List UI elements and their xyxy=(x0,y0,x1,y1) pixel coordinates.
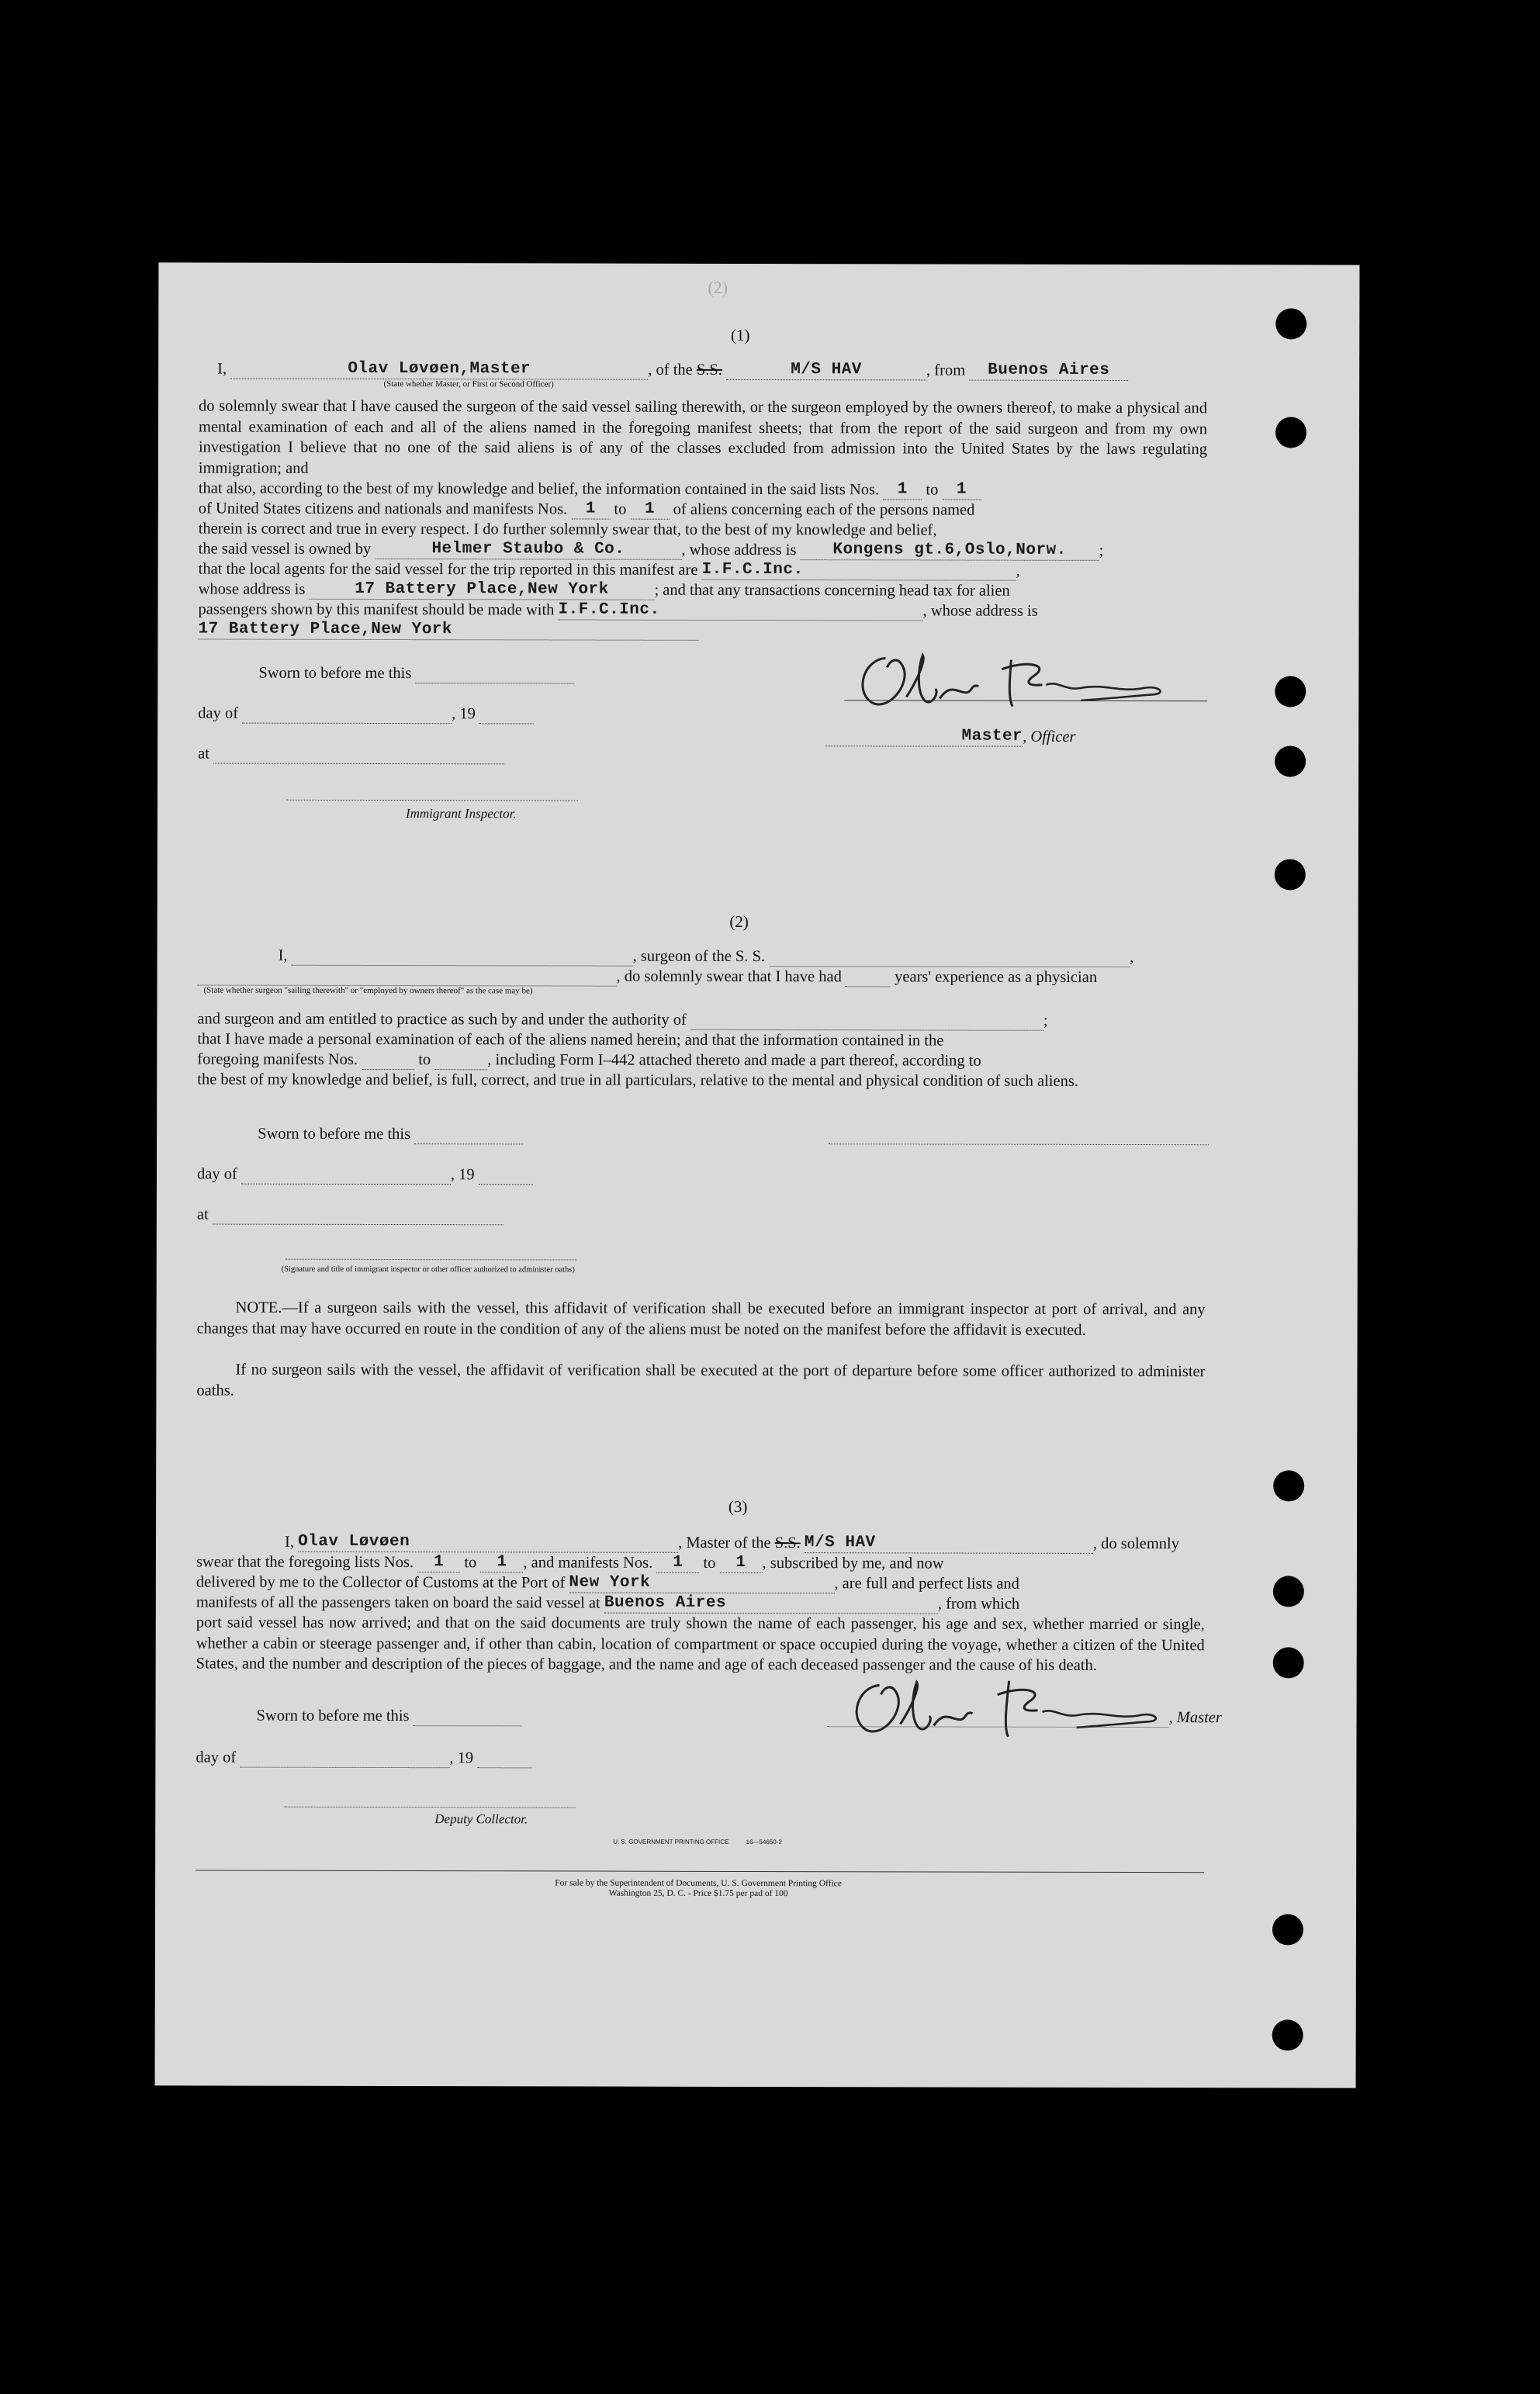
s1-line-lists xyxy=(199,478,981,500)
section-2-heading: (2) xyxy=(729,912,749,931)
s3-swear-c: , subscribed by me, and now xyxy=(762,1555,944,1572)
s2-surgeon-of: , surgeon of the S. S. xyxy=(632,947,766,966)
s2-dayof-text: day of xyxy=(196,1165,237,1183)
manifest-page xyxy=(155,262,1360,2088)
s2-status-note: (State whether surgeon "sailing therewith" or "employed by owners thereof" as the case may be) xyxy=(203,985,533,996)
s3-lists-to: 1 xyxy=(480,1553,523,1572)
s1-whose-text: whose address is xyxy=(198,580,306,598)
s1-manifest-text-b: of aliens concerning each of the persons named xyxy=(673,500,975,519)
s2-dayof-blank xyxy=(241,1165,451,1185)
s1-dayof xyxy=(198,703,534,724)
s3-manifest-from: 1 xyxy=(656,1554,699,1573)
headtax-address-field: 17 Battery Place,New York xyxy=(198,620,698,640)
s1-sworn-text: Sworn to before me this xyxy=(258,664,412,683)
s1-officer-line xyxy=(825,726,1075,747)
s2-i: I, xyxy=(278,946,288,964)
binder-hole xyxy=(1273,1576,1304,1607)
s3-port-from-field: Buenos Aires xyxy=(604,1594,938,1614)
s2-sworn-blank xyxy=(414,1125,523,1144)
page-number: (2) xyxy=(708,277,728,297)
agent-address-field: 17 Battery Place,New York xyxy=(309,580,654,600)
s1-i: I, xyxy=(217,360,227,378)
s3-manifests-b: , from which xyxy=(937,1595,1020,1613)
s3-dayof-text: day of xyxy=(196,1749,237,1766)
s2-note-1: NOTE.—If a surgeon sails with the vessel, this affidavit of verification shall be executed before an immigrant inspector at port of arrival, and any changes that may have occurred en route in the condition of any of the aliens must be noted on the manifest before the affidavit is executed. xyxy=(196,1299,1206,1339)
s3-ss-struck: S.S. xyxy=(774,1534,801,1552)
binder-hole xyxy=(1275,308,1306,339)
s3-deputy-label: Deputy Collector. xyxy=(434,1811,528,1827)
s1-inspector-line xyxy=(286,800,578,801)
s3-collector-line xyxy=(284,1807,576,1808)
s1-dayof-blank xyxy=(242,704,452,725)
s2-inspector-line xyxy=(286,1259,577,1261)
s3-dayof xyxy=(196,1747,531,1768)
s3-delivered-b: , are full and perfect lists and xyxy=(834,1575,1019,1593)
s3-line-1 xyxy=(285,1532,1179,1554)
ss-struck: S.S. xyxy=(696,361,722,379)
binder-hole xyxy=(1275,417,1306,448)
s2-year-blank xyxy=(479,1165,533,1185)
s1-sworn xyxy=(258,663,574,684)
s2-years-blank xyxy=(846,967,891,987)
s1-pass-text: passengers shown by this manifest should be made with xyxy=(198,600,555,619)
s1-whose-text-b: ; and that any transactions concerning head tax for alien xyxy=(654,581,1010,600)
s2-sworn-text: Sworn to before me this xyxy=(258,1125,411,1143)
s2-authority-blank xyxy=(690,1011,1043,1031)
s1-officer-label: , Officer xyxy=(1023,728,1076,746)
s2-swear-b: years' experience as a physician xyxy=(895,968,1098,986)
s3-swear-b: , and manifests Nos. xyxy=(523,1554,653,1572)
port-from-field: Buenos Aires xyxy=(969,362,1128,381)
s1-manifest-from: 1 xyxy=(571,500,610,519)
s1-agents-text: that the local agents for the said vessel for the trip reported in this manifest are xyxy=(198,560,698,579)
s3-sworn-text: Sworn to before me this xyxy=(256,1707,410,1725)
s2-ship-blank xyxy=(769,947,1130,967)
s1-manifest-text: of United States citizens and nationals and manifests Nos. xyxy=(198,500,568,518)
s1-master-note: (State whether Master, or First or Second Officer) xyxy=(383,379,554,389)
s1-line-agent-address xyxy=(199,579,1010,600)
s2-at xyxy=(197,1204,504,1225)
owner-address-field: Kongens gt.6,Oslo,Norw. xyxy=(801,541,1099,561)
s1-to-1: to xyxy=(926,481,939,499)
s3-master-label: , Master xyxy=(1168,1709,1222,1727)
footer-sale: For sale by the Superintendent of Documents, U. S. Government Printing Office xyxy=(555,1878,842,1889)
s3-master-name-field: Olav Løvøen xyxy=(298,1533,678,1553)
binder-hole xyxy=(1273,1470,1304,1501)
s2-authority-text: and surgeon and am entitled to practice as such by and under the authority of xyxy=(197,1010,687,1029)
vessel-field: M/S HAV xyxy=(726,361,926,381)
owner-field: Helmer Staubo & Co. xyxy=(375,540,681,560)
s2-foregoing-a: foregoing manifests Nos. xyxy=(197,1050,358,1068)
footer-price: Washington 25, D. C. - Price $1.75 per pad of 100 xyxy=(608,1888,788,1899)
s1-owned-text-b: , whose address is xyxy=(681,541,797,559)
s2-surgeon-name-blank xyxy=(292,946,633,967)
master-signature-2 xyxy=(842,1665,1206,1751)
s1-line-agents: that the local agents for the said vessel for the trip reported in this manifest are I.F.C.Inc. , xyxy=(198,560,1020,579)
s1-lists-from: 1 xyxy=(883,480,922,500)
s3-manifest-to: 1 xyxy=(720,1554,763,1573)
s3-i: I, xyxy=(284,1533,294,1551)
s1-at xyxy=(198,743,504,764)
s1-at-blank xyxy=(213,745,504,765)
binder-hole xyxy=(1275,676,1306,707)
s1-pass-text-b: , whose address is xyxy=(922,602,1038,620)
s3-manifests-a: manifests of all the passengers taken on board the said vessel at xyxy=(196,1593,600,1612)
s3-lists-from: 1 xyxy=(417,1553,460,1572)
s2-19: , 19 xyxy=(450,1166,475,1184)
s3-line-3 xyxy=(196,1572,1019,1593)
s3-swear-a: swear that the foregoing lists Nos. xyxy=(196,1553,414,1572)
master-name-field: Olav Løvøen,Master xyxy=(230,360,648,380)
s1-year-blank xyxy=(479,704,534,724)
s2-line-2 xyxy=(198,965,1098,987)
s3-to-1: to xyxy=(464,1554,477,1572)
s1-sworn-blank xyxy=(415,664,574,683)
s2-at-blank xyxy=(213,1206,504,1226)
s2-signature-note: (Signature and title of immigrant inspector or other officer authorized to administer oaths) xyxy=(281,1264,575,1275)
s2-foregoing-c: , including Form I–442 attached thereto and made a part thereof, according to xyxy=(487,1051,981,1070)
s3-dayof-blank xyxy=(240,1749,449,1769)
master-signature-1 xyxy=(848,636,1213,722)
s2-line-personal: that I have made a personal examination of each of the aliens named herein; and that the information contained in the xyxy=(197,1030,944,1050)
s1-line-therein: therein is correct and true in every respect. I do further solemnly swear that, to the best of my knowledge and belief, xyxy=(198,520,937,539)
s3-sworn xyxy=(257,1706,522,1727)
s2-nos-from-blank xyxy=(362,1050,414,1070)
binder-hole xyxy=(1273,1647,1304,1678)
s2-dayof xyxy=(197,1164,533,1185)
s3-paragraph-rest: port said vessel has now arrived; and that on the said documents are truly shown the name of each passenger, his age and sex, whether married or single, whether a cabin or steerage passenger and, if other than cabin, location of compartment or space occupied during the voyage, whether a citizen of the United States, and the number and description of the pieces of baggage, and the name and age of each deceased passenger and the cause of his death. xyxy=(196,1614,1205,1674)
s1-dayof-text: day of xyxy=(198,704,239,722)
s1-inspector-label: Immigrant Inspector. xyxy=(405,806,517,822)
s1-lists-to: 1 xyxy=(942,480,981,500)
s1-to-2: to xyxy=(614,500,627,518)
binder-holes xyxy=(158,262,1359,265)
s2-foregoing-b: to xyxy=(418,1051,431,1069)
s3-line-2 xyxy=(196,1552,944,1573)
s2-line-authority: and surgeon and am entitled to practice as such by and under the authority of ; xyxy=(197,1010,1048,1029)
s2-swear-a: , do solemnly swear that I have had xyxy=(616,967,842,986)
officer-rank-field: Master xyxy=(825,727,1023,747)
s1-line-headtax-address xyxy=(198,619,698,640)
s3-to-2: to xyxy=(703,1554,716,1572)
s2-paragraph-rest: the best of my knowledge and belief, is full, correct, and true in all particulars, relative to the mental and physical condition of such aliens. xyxy=(197,1071,1078,1090)
s1-manifest-to: 1 xyxy=(630,500,669,520)
s3-port-field: New York xyxy=(569,1573,834,1593)
s1-owned-text: the said vessel is owned by xyxy=(198,540,372,558)
binder-hole xyxy=(1275,746,1306,777)
s3-line-4 xyxy=(196,1592,1019,1614)
s2-line-1: I, , surgeon of the S. S. , xyxy=(278,946,1134,967)
s2-at-text: at xyxy=(196,1206,209,1223)
s3-sworn-blank xyxy=(414,1707,522,1726)
footer-rule xyxy=(196,1870,1204,1873)
section-1-heading: (1) xyxy=(730,325,750,344)
s1-at-text: at xyxy=(198,745,209,763)
s2-sworn xyxy=(258,1124,523,1145)
binder-hole xyxy=(1272,1914,1303,1945)
s3-master-of: , Master of the xyxy=(678,1534,771,1552)
s1-from: , from xyxy=(926,362,966,379)
s1-line-headtax xyxy=(198,599,1037,621)
binder-hole xyxy=(1272,2019,1303,2050)
s1-line-manifests xyxy=(199,498,975,520)
s3-vessel-field: M/S HAV xyxy=(805,1534,1093,1554)
s1-paragraph-1: do solemnly swear that I have caused the surgeon of the said vessel sailing therewith, or the surgeon employed by the owners thereof, to make a physical and mental examination of each and all of the aliens named in the foregoing manifest sheets; that from the report of the said surgeon and from my own investigation I believe that no one of the said aliens is of any of the classes excluded from admission into the United States by the laws regulating immigration; and xyxy=(198,397,1208,477)
s2-note-2: If no surgeon sails with the vessel, the affidavit of verification shall be executed at the port of departure before some officer authorized to administer oaths. xyxy=(196,1361,1206,1399)
section-3-heading: (3) xyxy=(728,1496,748,1516)
s1-lists-text: that also, according to the best of my knowledge and belief, the information contained in the said lists Nos. xyxy=(198,479,880,499)
s1-of-the: , of the xyxy=(648,361,693,379)
s2-line-foregoing xyxy=(197,1049,981,1071)
s3-delivered-a: delivered by me to the Collector of Customs at the Port of xyxy=(196,1573,566,1592)
gpo-imprint: U. S. GOVERNMENT PRINTING OFFICE 16—54650-2 xyxy=(613,1838,782,1846)
s1-line-master xyxy=(217,359,1128,381)
s3-19: , 19 xyxy=(449,1749,474,1767)
s1-19: , 19 xyxy=(452,705,476,723)
s2-signature-line xyxy=(829,1143,1209,1145)
s3-year-blank xyxy=(477,1749,531,1768)
s1-line-owner: the said vessel is owned by Helmer Staubo & Co. , whose address is Kongens gt.6,Oslo,Norw. ; xyxy=(198,540,1104,559)
s2-status-blank xyxy=(198,966,617,986)
binder-hole xyxy=(1275,859,1306,890)
s2-nos-to-blank xyxy=(434,1050,487,1070)
s3-solemnly: , do solemnly xyxy=(1092,1534,1180,1553)
agents-field: I.F.C.Inc. xyxy=(702,561,1016,581)
headtax-agent-field: I.F.C.Inc. xyxy=(559,600,923,621)
